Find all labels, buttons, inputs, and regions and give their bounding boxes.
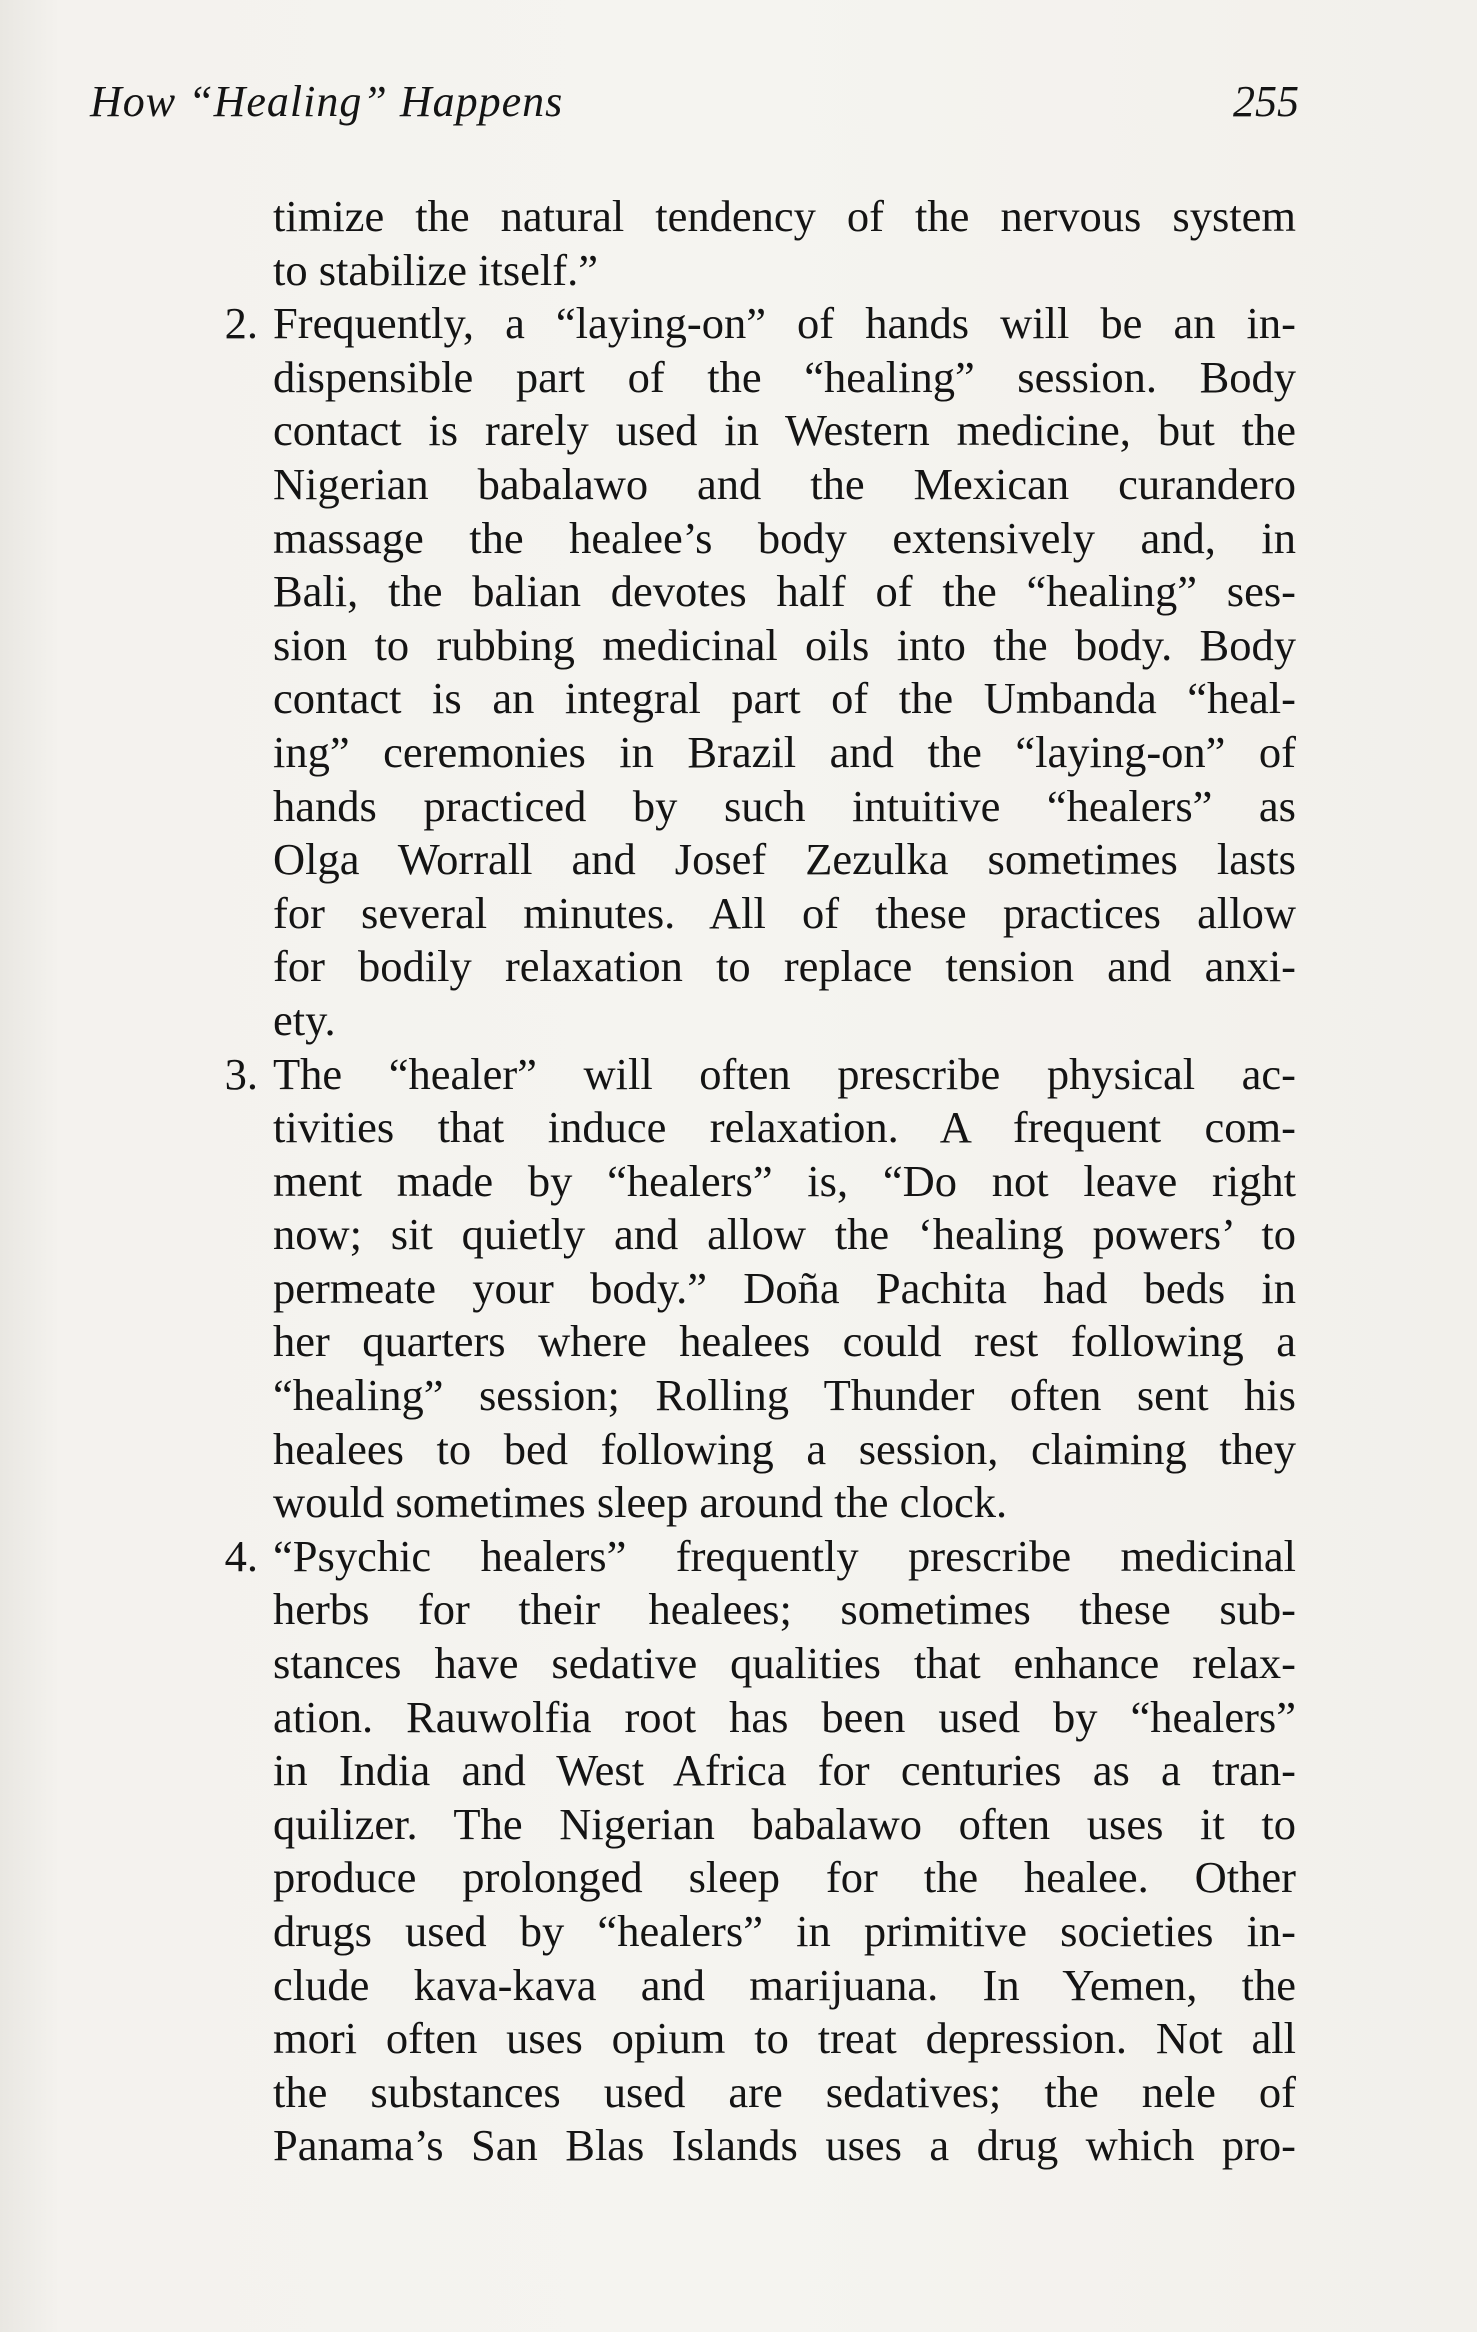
list-item-2 bbox=[224, 297, 1296, 1047]
text-line: in India and West Africa for centuries as a tran- bbox=[273, 1745, 1296, 1796]
text-line: dispensible part of the “healing” session. Body bbox=[273, 351, 1296, 402]
text-line: drugs used by “healers” in primitive societies in- bbox=[273, 1906, 1296, 1956]
text-line: massage the healee’s body extensively and, in bbox=[273, 512, 1296, 563]
text-line: Bali, the balian devotes half of the “healing” ses- bbox=[273, 566, 1296, 617]
text-line: “Psychic healers” frequently prescribe medicinal bbox=[273, 1530, 1296, 1581]
text-line: produce prolonged sleep for the healee. Other bbox=[273, 1852, 1296, 1903]
intro-paragraph bbox=[273, 190, 1296, 297]
text-line: for several minutes. All of these practices allow bbox=[273, 887, 1296, 938]
text-line: “healing” session; Rolling Thunder often sent his bbox=[273, 1370, 1296, 1421]
list-item-number: 3. bbox=[224, 1048, 258, 1099]
text-line: healees to bed following a session, claiming they bbox=[273, 1423, 1296, 1474]
text-line: ment made by “healers” is, “Do not leave right bbox=[273, 1155, 1296, 1206]
text-line: tivities that induce relaxation. A frequent com- bbox=[273, 1102, 1296, 1153]
text-line: Nigerian babalawo and the Mexican curandero bbox=[273, 458, 1296, 509]
list-item-number: 2. bbox=[224, 298, 258, 349]
text-line: would sometimes sleep around the clock. bbox=[273, 1477, 1008, 1528]
text-line: ation. Rauwolfia root has been used by “healers” bbox=[273, 1691, 1296, 1742]
text-line: herbs for their healees; sometimes these sub- bbox=[273, 1584, 1296, 1635]
text-line: hands practiced by such intuitive “healers” as bbox=[273, 780, 1296, 831]
text-line: sion to rubbing medicinal oils into the body. Body bbox=[273, 619, 1296, 670]
text-line: to stabilize itself.” bbox=[273, 244, 598, 295]
list-item-3 bbox=[224, 1048, 1296, 1530]
body-text bbox=[224, 190, 1296, 2173]
text-line: mori often uses opium to treat depression. Not all bbox=[273, 2013, 1296, 2064]
text-line: Olga Worrall and Josef Zezulka sometimes lasts bbox=[273, 834, 1296, 885]
text-line: stances have sedative qualities that enhance relax- bbox=[273, 1638, 1296, 1689]
text-line: the substances used are sedatives; the nele of bbox=[273, 2066, 1296, 2117]
text-line: The “healer” will often prescribe physical ac- bbox=[273, 1048, 1296, 1099]
text-line: her quarters where healees could rest following a bbox=[273, 1316, 1296, 1367]
text-line: now; sit quietly and allow the ‘healing powers’ to bbox=[273, 1209, 1296, 1260]
text-line: timize the natural tendency of the nervous system bbox=[273, 191, 1296, 241]
list-item-4 bbox=[224, 1530, 1296, 2173]
text-line: for bodily relaxation to replace tension and anxi- bbox=[273, 941, 1296, 992]
text-line: contact is rarely used in Western medicine, but the bbox=[273, 405, 1296, 456]
list-item-number: 4. bbox=[224, 1530, 258, 1581]
running-head bbox=[90, 72, 1299, 132]
text-line: Frequently, a “laying-on” of hands will be an in- bbox=[273, 298, 1296, 349]
text-line: quilizer. The Nigerian babalawo often uses it to bbox=[273, 1798, 1296, 1849]
text-line: ing” ceremonies in Brazil and the “laying-on” of bbox=[273, 726, 1296, 777]
text-line: contact is an integral part of the Umbanda “heal- bbox=[273, 673, 1296, 724]
text-line: permeate your body.” Doña Pachita had beds in bbox=[273, 1262, 1296, 1313]
page-number: 255 bbox=[1233, 77, 1299, 126]
text-line: clude kava-kava and marijuana. In Yemen, the bbox=[273, 1959, 1296, 2010]
text-line: Panama’s San Blas Islands uses a drug which pro- bbox=[273, 2120, 1296, 2171]
text-line: ety. bbox=[273, 994, 336, 1045]
chapter-title: How “Healing” Happens bbox=[90, 77, 564, 126]
